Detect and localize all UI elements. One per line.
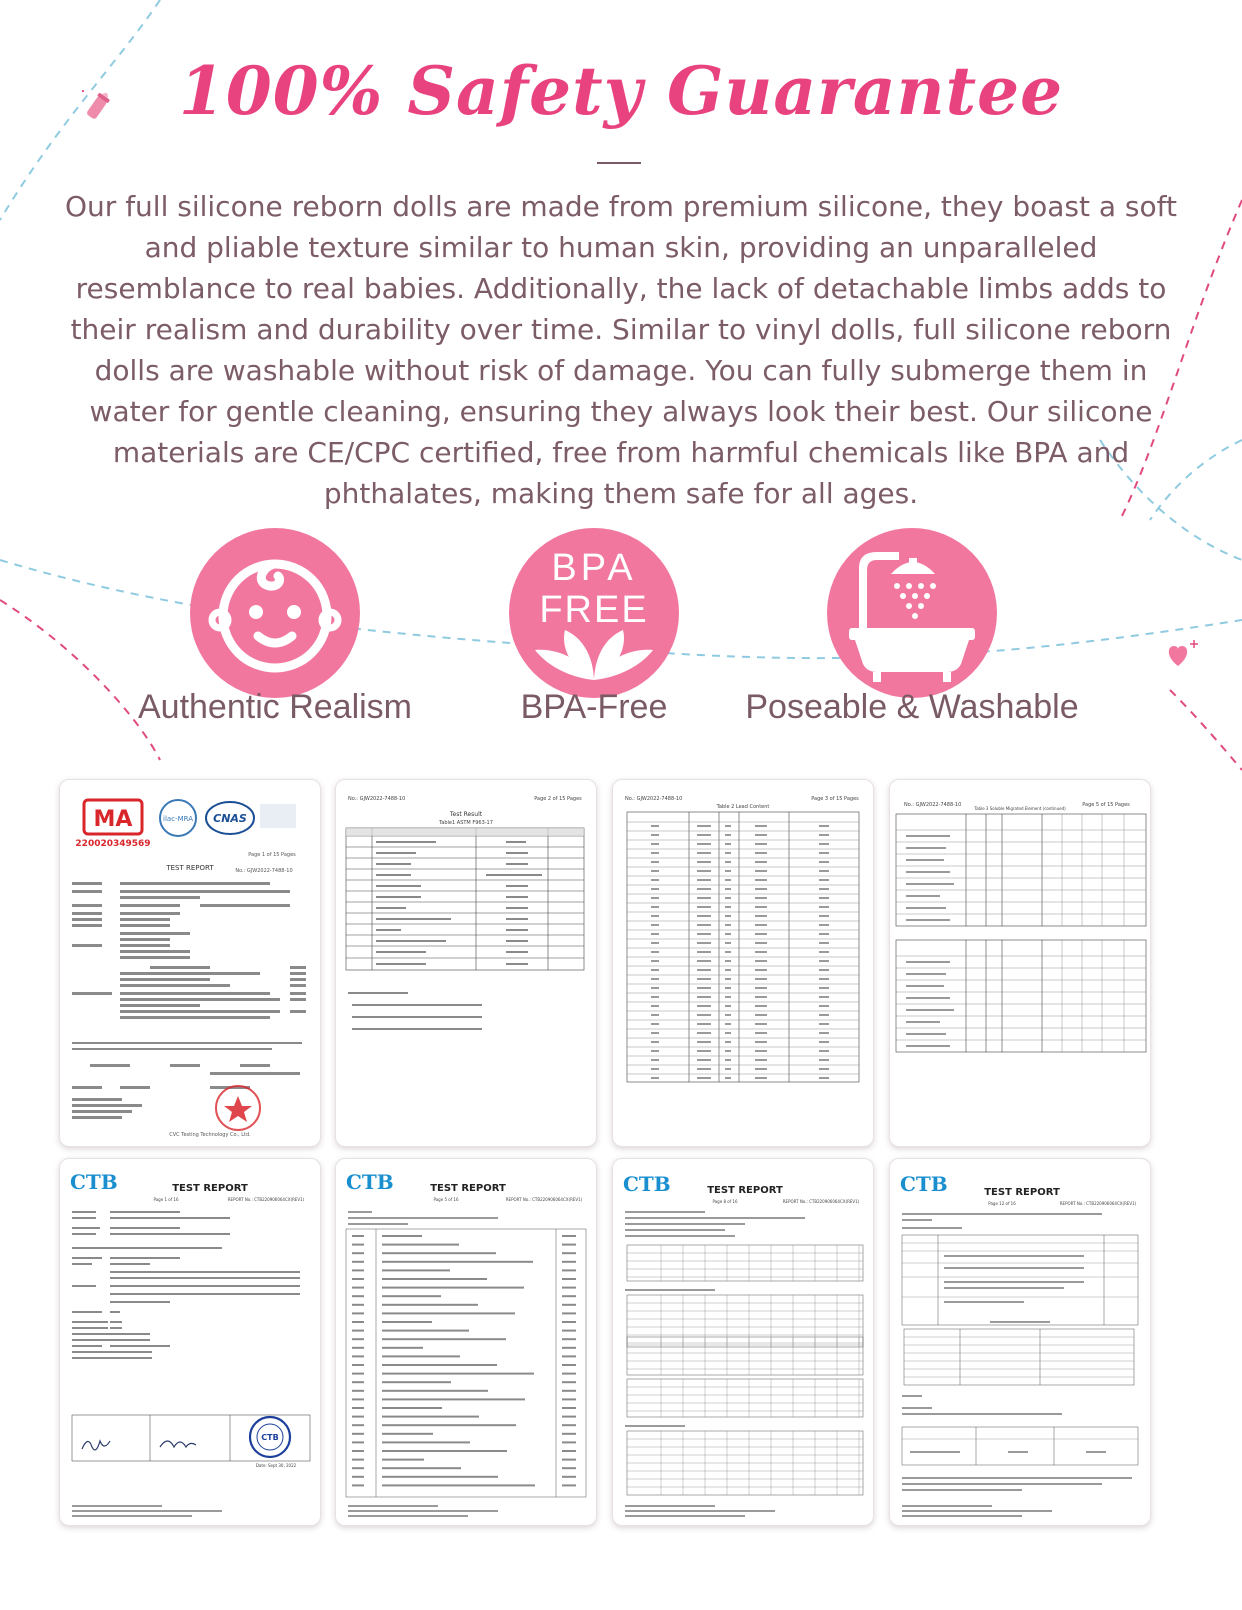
ctb-logo: CTB [900, 1172, 948, 1196]
svg-text:ilac-MRA: ilac-MRA [163, 815, 193, 823]
certificate-ctb-page5 [335, 1158, 597, 1526]
svg-text:Test Result: Test Result [449, 811, 483, 818]
bathtub-shower-icon [827, 528, 997, 698]
bpa-badge-line2: FREE [539, 589, 649, 631]
ilac-mra-logo [160, 800, 196, 836]
svg-text:No.: GJW2022-7488-10: No.: GJW2022-7488-10 [235, 868, 293, 874]
ctb-logo: CTB [623, 1172, 671, 1196]
svg-text:Page 1 of 15 Pages: Page 1 of 15 Pages [248, 852, 296, 858]
certificate-ctb-page12 [889, 1158, 1151, 1526]
bpa-free-icon [509, 528, 679, 698]
svg-text:220020349569: 220020349569 [75, 839, 151, 849]
svg-text:Page 5 of 15 Pages: Page 5 of 15 Pages [1082, 802, 1130, 808]
svg-text:REPORT No.: CTB220906064CX(REV: REPORT No.: CTB220906064CX(REV1) [227, 1197, 305, 1202]
feature-poseable-washable [745, 528, 1079, 738]
bpa-badge-line1: BPA [551, 547, 637, 589]
svg-text:No.: GJW2022-7488-10: No.: GJW2022-7488-10 [625, 796, 683, 802]
heart-sparkle-icon [1164, 636, 1204, 672]
ctb-logo: CTB [70, 1170, 118, 1194]
feature-label: Poseable & Washable [745, 688, 1079, 726]
svg-text:REPORT No.: CTB220906064CX(REV: REPORT No.: CTB220906064CX(REV1) [505, 1197, 583, 1202]
cnas-logo [206, 802, 296, 834]
title-divider [597, 162, 641, 164]
feature-authentic-realism [125, 528, 425, 738]
certificate-cvc-page1 [59, 779, 321, 1147]
feature-circle [509, 528, 679, 698]
svg-text:Page 2 of 15 Pages: Page 2 of 15 Pages [534, 796, 582, 802]
certificate-cvc-page2 [335, 779, 597, 1147]
certificate-cvc-page3 [612, 779, 874, 1147]
svg-text:Page 3 of 15 Pages: Page 3 of 15 Pages [811, 796, 859, 802]
svg-text:Table1 ASTM F963-17: Table1 ASTM F963-17 [439, 820, 493, 826]
baby-face-icon [190, 528, 360, 698]
svg-text:CVC Testing Technology Co., Lt: CVC Testing Technology Co., Ltd. [169, 1132, 251, 1138]
svg-text:No.: GJW2022-7488-10: No.: GJW2022-7488-10 [348, 796, 406, 802]
certificate-ctb-page8 [612, 1158, 874, 1526]
svg-text:REPORT No.: CTB220906064CX(REV: REPORT No.: CTB220906064CX(REV1) [782, 1199, 860, 1204]
ctb-round-seal [250, 1417, 290, 1457]
svg-text:TEST REPORT: TEST REPORT [172, 1183, 248, 1194]
page-title: 100% Safety Guarantee [178, 52, 1064, 130]
svg-text:TEST REPORT: TEST REPORT [707, 1185, 783, 1196]
svg-text:Page 12 of 16: Page 12 of 16 [988, 1201, 1016, 1206]
ma-logo [75, 800, 150, 849]
svg-text:TEST REPORT: TEST REPORT [166, 864, 214, 872]
svg-text:MA: MA [93, 807, 133, 832]
svg-text:Page 8 of 16: Page 8 of 16 [712, 1199, 738, 1204]
certificate-cvc-page5 [889, 779, 1151, 1147]
svg-text:CTB: CTB [261, 1433, 279, 1442]
svg-text:Page 5 of 16: Page 5 of 16 [433, 1197, 459, 1202]
intro-paragraph: Our full silicone reborn dolls are made from premium silicone, they boast a soft and pliable texture similar to human skin, providing an unparalleled resemblance to real babies. Additionally, the lack of detachable limbs adds to their realism and durability over time. Similar to vinyl dolls, full silicone reborn dolls are washable without risk of damage. You can fully submerge them in water for gentle cleaning, ensuring they always look their best. Our silicone materials are CE/CPC certified, free from harmful chemicals like BPA and phthalates, making them safe for all ages. [65, 190, 1177, 510]
svg-text:Table 2 Lead Content: Table 2 Lead Content [716, 804, 770, 810]
svg-text:TEST REPORT: TEST REPORT [430, 1183, 506, 1194]
feature-circle [190, 528, 360, 698]
svg-text:Date: Sept 30, 2022: Date: Sept 30, 2022 [255, 1463, 297, 1468]
svg-text:Table 3 Soluble Migrated Eleme: Table 3 Soluble Migrated Element (continued) [974, 806, 1066, 811]
svg-text:REPORT No.: CTB220906064CX(REV: REPORT No.: CTB220906064CX(REV1) [1059, 1201, 1137, 1206]
svg-text:CNAS: CNAS [213, 812, 247, 825]
feature-bpa-free [444, 528, 744, 738]
svg-text:Page 1 of 16: Page 1 of 16 [153, 1197, 179, 1202]
svg-text:TEST REPORT: TEST REPORT [984, 1187, 1060, 1198]
feature-label: Authentic Realism [137, 688, 412, 726]
svg-text:No.: GJW2022-7488-10: No.: GJW2022-7488-10 [904, 802, 962, 808]
certificate-ctb-page1 [59, 1158, 321, 1526]
ctb-logo: CTB [346, 1170, 394, 1194]
feature-label: BPA-Free [520, 688, 668, 726]
feature-circle [827, 528, 997, 698]
